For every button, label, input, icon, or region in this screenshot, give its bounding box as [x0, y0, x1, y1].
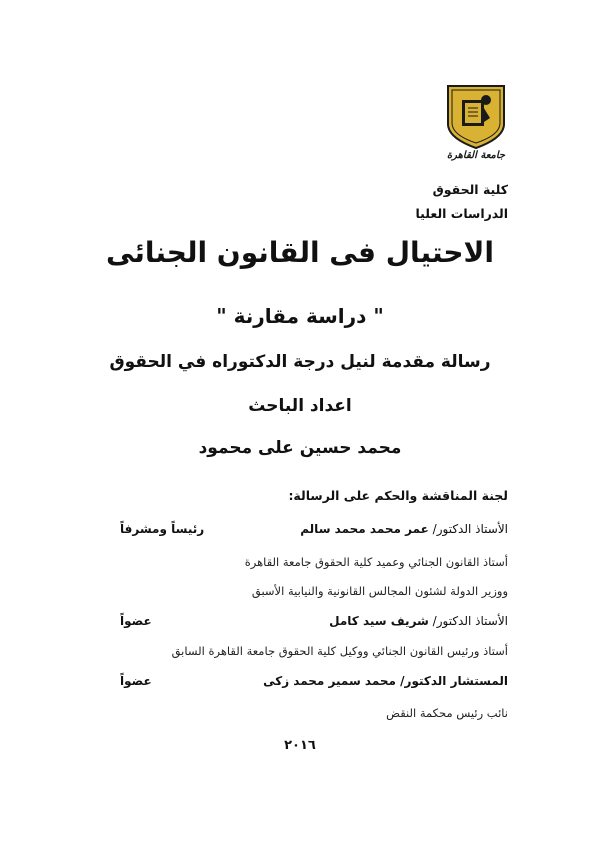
committee-member [60, 674, 508, 694]
member-name: عمر محمد محمد سالم [300, 522, 429, 536]
faculty-name: كلية الحقوق [432, 182, 508, 197]
member-name-line [329, 614, 508, 628]
member-description: نائب رئيس محكمة النقض [386, 706, 508, 720]
prepared-by-label: اعداد الباحث [248, 396, 352, 416]
member-name-line [300, 522, 508, 536]
committee-heading: لجنة المناقشة والحكم على الرسالة: [288, 488, 508, 503]
logo-caption: جامعة القاهرة [446, 150, 506, 161]
member-title: الأستاذ الدكتور/ [432, 522, 508, 536]
member-description: أستاذ ورئيس القانون الجنائي ووكيل كلية الحقوق جامعة القاهرة السابق [171, 644, 508, 658]
member-role: عضواً [120, 614, 152, 628]
member-title: المستشار الدكتور/ [400, 674, 508, 688]
author-name: محمد حسين على محمود [198, 438, 402, 458]
committee-member [60, 522, 508, 542]
member-role: عضواً [120, 674, 152, 688]
faculty-block [415, 178, 508, 226]
member-name: محمد سمير محمد زكى [263, 674, 396, 688]
logo-emblem [444, 78, 508, 162]
member-description: أستاذ القانون الجنائي وعميد كلية الحقوق جامعة القاهرة [244, 555, 508, 569]
thesis-subtitle: " دراسة مقارنة " [216, 304, 384, 328]
thesis-purpose: رسالة مقدمة لنيل درجة الدكتوراه في الحقوق [109, 352, 491, 372]
member-name: شريف سيد كامل [329, 614, 429, 628]
committee-member [60, 614, 508, 634]
member-name-line [263, 674, 508, 688]
member-title: الأستاذ الدكتور/ [432, 614, 508, 628]
year: ٢٠١٦ [284, 738, 316, 753]
university-logo [444, 78, 508, 162]
member-description: ووزير الدولة لشئون المجالس القانونية والنيابية الأسبق [251, 584, 508, 598]
member-role: رئيساً ومشرفاً [120, 522, 205, 536]
department-name: الدراسات العليا [415, 206, 508, 221]
thesis-title: الاحتيال فى القانون الجنائى [105, 236, 495, 269]
